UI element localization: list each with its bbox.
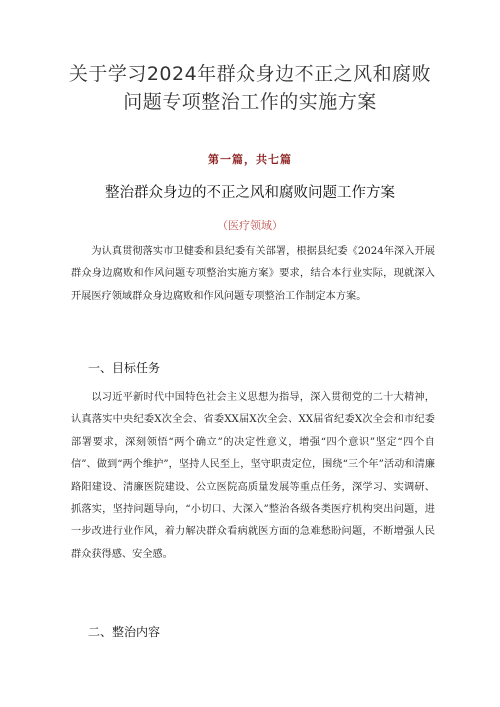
heading-goals: 一、目标任务 <box>88 361 161 375</box>
intro-paragraph: 为认真贯彻落实市卫健委和县纪委有关部署，根据县纪委《2024年深入开展群众身边腐败和作风问题专项整治实施方案》要求，结合本行业实际，现就深入开展医疗领域群众身边腐败和作风问题专项整治工作制定本方案。 <box>71 246 435 302</box>
document-title: 关于学习2024年群众身边不正之风和腐败问题专项整治工作的实施方案 <box>68 63 432 113</box>
section-title: 整治群众身边的不正之风和腐败问题工作方案 <box>105 185 395 201</box>
chapter-label: 第一篇，共七篇 <box>208 153 292 166</box>
heading-content: 二、整治内容 <box>88 625 161 639</box>
domain-tag: （医疗领域） <box>217 219 283 232</box>
goals-paragraph: 以习近平新时代中国特色社会主义思想为指导，深入贯彻党的二十大精神，认真落实中央纪委X次全会、省委XX届X次全会、XX届省纪委X次全会和市纪委部署要求，深刻领悟“两个确立”的决定性意义，增强“四个意识”坚定“四个自信”、做到“两个维护”，坚持人民至上，坚守职责定位，围绕“三个年”活动和清廉路阳建设、清廉医院建设、公立医院高质量发展等重点任务，深学习、实调研、抓落实，坚持问题导向，“小切口、大深入”整治各级各类医疗机构突出问题，进一步改进行业作风，着力解决群众看病就医方面的急难愁盼问题，不断增强人民群众获得感、安全感。 <box>71 392 435 560</box>
